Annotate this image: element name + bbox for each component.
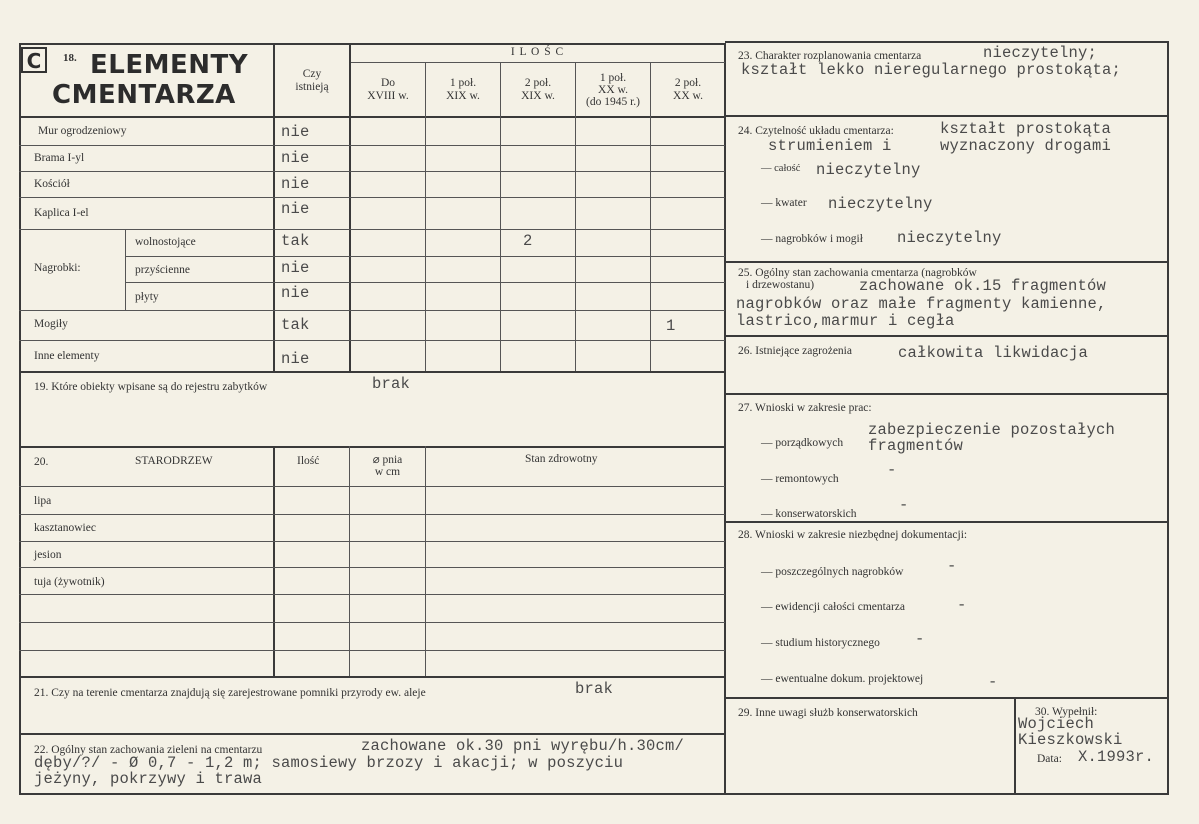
s30-data-label: Data: [1037, 753, 1062, 765]
s20-title: STARODRZEW [135, 455, 213, 467]
s24-nagrobkow-label: — nagrobków i mogił [761, 233, 863, 245]
tree-label: tuja (żywotnik) [34, 576, 105, 588]
s27-porz-label: — porządkowych [761, 437, 844, 449]
s29-label: 29. Inne uwagi służb konserwatorskich [738, 707, 918, 719]
s27-porz1: zabezpieczenie pozostałych [868, 421, 1116, 439]
s28-item-label: — ewidencji całości cmentarza [761, 601, 905, 613]
row-label: Kościół [34, 178, 70, 190]
s28-item-value: - [957, 596, 967, 614]
s28-label: 28. Wnioski w zakresie niezbędnej dokumentacji: [738, 529, 968, 541]
s22-line3: jeżyny, pokrzywy i trawa [34, 770, 263, 788]
period-header: Do XVIII w. [367, 77, 409, 102]
s26-value: całkowita likwidacja [898, 344, 1089, 362]
s30-data: X.1993r. [1078, 748, 1155, 766]
row-label: Mur ogrodzeniowy [38, 125, 127, 137]
s20-col-stan: Stan zdrowotny [525, 453, 598, 465]
row-label: Brama I-yl [34, 152, 85, 164]
s24-calosc-label: — całość [761, 163, 801, 174]
row-label: przyścienne [135, 264, 190, 276]
s27-rem: - [887, 461, 897, 479]
tree-label: kasztanowiec [34, 522, 96, 534]
s26-label: 26. Istniejące zagrożenia [738, 345, 852, 357]
section-number: 18. [63, 52, 77, 64]
s30-name2: Kieszkowski [1018, 731, 1123, 749]
row-label: Kaplica I-el [34, 207, 89, 219]
row-value: nie [281, 123, 310, 141]
s27-label: 27. Wnioski w zakresie prac: [738, 402, 872, 414]
section-letter: C [21, 47, 47, 73]
ilosc-header: I L O Ś C [510, 46, 565, 58]
row-value: nie [281, 284, 310, 302]
s20-num: 20. [34, 456, 49, 468]
row-value: nie [281, 149, 310, 167]
s24-line2a: strumieniem i [768, 137, 892, 155]
s24-line2b: wyznaczony drogami [940, 137, 1112, 155]
count-value: 1 [666, 317, 676, 335]
s27-rem-label: — remontowych [761, 473, 839, 485]
row-label: płyty [135, 291, 159, 303]
s20-col-pnia: ⌀ pnia w cm [372, 454, 403, 478]
title-line1: ELEMENTY [90, 50, 249, 80]
s22-line1: zachowane ok.30 pni wyrębu/h.30cm/ [361, 737, 685, 755]
s28-item-value: - [947, 557, 957, 575]
czy-istnieja-header: Czy istnieją [295, 68, 329, 93]
s30-name1: Wojciech [1018, 715, 1095, 733]
s25-line3: lastrico,marmur i cegła [736, 312, 955, 330]
s28-item-label: — poszczególnych nagrobków [761, 566, 904, 578]
s19-label: 19. Które obiekty wpisane są do rejestru zabytków [34, 381, 268, 393]
s27-porz2: fragmentów [868, 437, 964, 455]
s25-line1: zachowane ok.15 fragmentów [859, 277, 1107, 295]
s24-label: 24. Czytelność układu cmentarza: [738, 125, 894, 137]
period-header: 2 poł. XIX w. [521, 77, 555, 102]
s28-item-label: — studium historycznego [761, 637, 880, 649]
s24-kwater-label: — kwater [761, 197, 807, 209]
row-label: wolnostojące [135, 236, 196, 248]
s25-label1: 25. Ogólny stan zachowania cmentarza (nagrobków [738, 267, 977, 279]
period-header: 2 poł. XX w. [673, 77, 703, 102]
period-header: 1 poł. XX w. (do 1945 r.) [586, 72, 640, 108]
s27-kons-label: — konserwatorskich [761, 508, 857, 520]
title-line2: CMENTARZA [52, 80, 236, 110]
row-value: nie [281, 175, 310, 193]
tree-label: lipa [34, 495, 52, 507]
row-value: nie [281, 259, 310, 277]
s24-calosc: nieczytelny [816, 161, 921, 179]
s28-item-value: - [988, 673, 998, 691]
s22-line2: dęby/?/ - Ø 0,7 - 1,2 m; samosiewy brzozy i akacji; w poszyciu [34, 754, 624, 772]
count-value: 2 [523, 232, 533, 250]
tree-label: jesion [34, 549, 62, 561]
s22-label: 22. Ogólny stan zachowania zieleni na cmentarzu [34, 744, 263, 756]
s28-item-label: — ewentualne dokum. projektowej [761, 673, 924, 685]
s24-kwater: nieczytelny [828, 195, 933, 213]
s21-value: brak [575, 680, 614, 698]
s19-value: brak [372, 375, 411, 393]
period-header: 1 poł. XIX w. [446, 77, 480, 102]
s24-line1: kształt prostokąta [940, 120, 1112, 138]
s30-label: 30. Wypełnił: [1035, 706, 1098, 718]
s23-line1: nieczytelny; [983, 44, 1098, 62]
s23-line2: kształt lekko nieregularnego prostokąta; [741, 61, 1122, 79]
s20-col-ilosc: Ilość [297, 455, 320, 467]
row-label: Inne elementy [34, 350, 100, 362]
s27-kons: - [899, 496, 909, 514]
s25-label2: i drzewostanu) [746, 279, 815, 291]
s23-label: 23. Charakter rozplanowania cmentarza [738, 50, 922, 62]
row-value: nie [281, 200, 310, 218]
row-value: nie [281, 350, 310, 368]
s21-label: 21. Czy na terenie cmentarza znajdują się zarejestrowane pomniki przyrody ew. aleje [34, 687, 426, 699]
row-label: Mogiły [34, 318, 68, 330]
row-value: tak [281, 316, 310, 334]
row-value: tak [281, 232, 310, 250]
nagrobki-label: Nagrobki: [34, 262, 81, 274]
s25-line2: nagrobków oraz małe fragmenty kamienne, [736, 295, 1107, 313]
s28-item-value: - [915, 630, 925, 648]
s24-nagrobkow: nieczytelny [897, 229, 1002, 247]
